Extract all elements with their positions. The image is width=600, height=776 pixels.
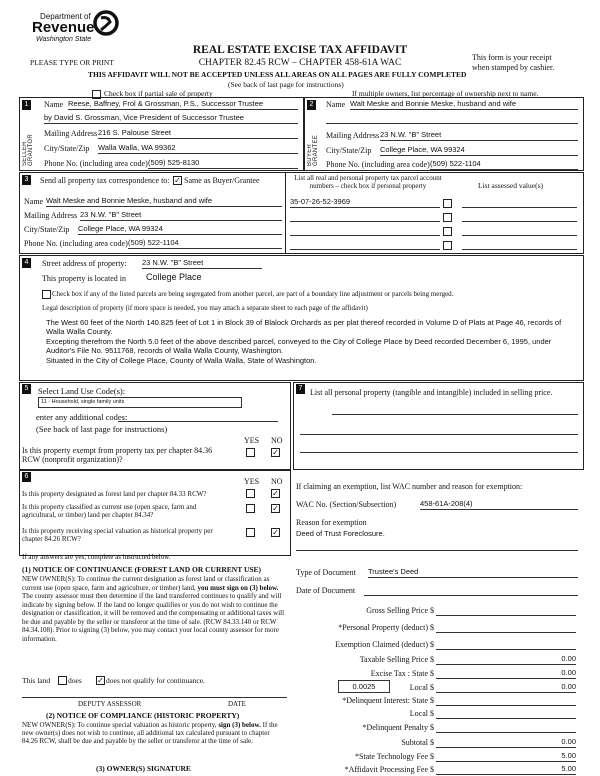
seller-name-field[interactable]: Reese, Baffney, Frol & Grossman, P.S., Successor Trustee: [68, 99, 298, 110]
notice-continuance-text-b: The county assessor must then determine if the land transferred continues to qualify and will indicate by signing below. If the land no longer qualifies or you do not wish to continue the designation or classification, it will be removed and the compensating or additional taxes will be due and payable by the seller or transferor at the time of sale. (RCW 84.33.140 or RCW 84.34.108). Prior to signing (3) below, you may contact your local county assessor for more information.: [22, 592, 285, 643]
processing-fee-field[interactable]: 5.00: [436, 764, 576, 775]
seller-city-field[interactable]: Walla Walla, WA 99362: [98, 143, 298, 154]
notice-continuance-text: [22, 575, 287, 643]
doc-date-field[interactable]: [364, 585, 578, 596]
dept-line2: Revenue: [32, 19, 95, 36]
doc-type-label: Type of Document: [296, 568, 356, 577]
street-field[interactable]: 23 N.W. "B" Street: [142, 258, 262, 269]
assessed-field-3[interactable]: [462, 235, 577, 236]
personal-property-line-3[interactable]: [300, 452, 578, 453]
reason-label: Reason for exemption: [296, 518, 367, 527]
delinquent-penalty-field[interactable]: [436, 722, 576, 733]
section-7-number: 7: [296, 384, 305, 394]
corr-city-label: City/State/Zip: [24, 225, 70, 234]
personal-deduct-label: *Personal Property (deduct) $: [338, 623, 434, 632]
delinquent-state-label: *Delinquent Interest: State $: [342, 696, 434, 705]
located-value[interactable]: College Place: [146, 272, 202, 282]
additional-codes-field[interactable]: [118, 421, 278, 422]
correspondence-divider: [285, 172, 286, 253]
section-3-number: 3: [22, 175, 31, 185]
parcel-4-checkbox[interactable]: [443, 241, 452, 250]
land-use-label: Select Land Use Code(s):: [38, 386, 126, 396]
same-as-buyer-label: Same as Buyer/Grantee: [184, 176, 260, 185]
segregated-note: Check box if any of the listed parcels are being segregated from another parcel, are part of a boundary line adjustment or parcels being merged.: [52, 290, 454, 298]
seller-address-field[interactable]: 216 S. Palouse Street: [98, 128, 298, 139]
legal-text-2: Excepting therefrom the North 5.0 feet of the above described parcel, conveyed to the City of College Place by Deed recorded December 6, 1995, under Auditor's File No. 9511768, records of Walla Walla County, Washington.: [46, 337, 552, 355]
seller-name-field-2[interactable]: by David S. Grossman, Vice President of Successor Trustee: [44, 113, 298, 124]
delinquent-penalty-label: *Delinquent Penalty $: [362, 723, 434, 732]
parcel-3-checkbox[interactable]: [443, 227, 452, 236]
seller-phone-field[interactable]: (509) 525-8130: [148, 158, 298, 169]
seller-address-label: Mailing Address: [44, 129, 98, 138]
forest-yes-checkbox[interactable]: [246, 489, 255, 498]
partial-sale-label: Check box if partial sale of property: [104, 89, 213, 98]
section-4-number: 4: [22, 258, 31, 268]
legal-label: Legal description of property (if more space is needed, you may attach a separate sheet to each page of the affidavit): [42, 304, 368, 312]
notice-compliance-text: [22, 721, 287, 745]
see-back-note: (See back of last page for instructions): [36, 424, 168, 434]
personal-deduct-field[interactable]: [436, 622, 576, 633]
corr-address-field[interactable]: 23 N.W. "B" Street: [80, 210, 282, 221]
same-as-buyer-checkbox[interactable]: ✓: [174, 176, 181, 185]
dor-logo: [32, 8, 122, 50]
seller-side-label: SELLER GRANTOR: [22, 134, 34, 166]
parcel-header: List all real and personal property tax parcel account numbers – check box if personal property: [294, 174, 442, 190]
section-5-number: 5: [22, 384, 31, 394]
warning-text: THIS AFFIDAVIT WILL NOT BE ACCEPTED UNLESS ALL AREAS ON ALL PAGES ARE FULLY COMPLETED: [88, 70, 467, 79]
dept-line3: Washington State: [36, 36, 92, 43]
exemption-label: If claiming an exemption, list WAC number and reason for exemption:: [296, 482, 523, 491]
buyer-name-line-2[interactable]: [326, 123, 578, 124]
current-use-question: Is this property classified as current use (open space, farm and agricultural, or timber) land per chapter 84.34?: [22, 503, 197, 519]
does-not-label: does not qualify for continuance.: [106, 676, 205, 685]
assessed-field-1[interactable]: [462, 207, 577, 208]
parcel-field-3[interactable]: [290, 235, 440, 236]
deputy-signature-line[interactable]: [22, 697, 287, 698]
exemption-deduct-field[interactable]: [436, 639, 576, 650]
forest-question: Is this property designated as forest land per chapter 84.33 RCW?: [22, 490, 207, 498]
deputy-label: DEPUTY ASSESSOR: [78, 700, 142, 708]
notice-compliance-text-b: If the new owner(s) does not wish to continue, all additional tax calculated pursuant to chapter 84.26 RCW, shall be due and payable by the seller or transferor at the time of sale.: [22, 721, 278, 745]
delinquent-state-field[interactable]: [436, 695, 576, 706]
section-6-number: 6: [22, 472, 31, 482]
if-yes-note: If any answers are yes, complete as instructed below.: [22, 553, 171, 561]
seller-city-label: City/State/Zip: [44, 144, 90, 153]
forest-no-checkbox[interactable]: ✓: [272, 489, 279, 498]
corr-name-label: Name: [24, 197, 44, 206]
instructions-note: (See back of last page for instructions): [228, 80, 344, 89]
parcel-2-checkbox[interactable]: [443, 213, 452, 222]
current-use-yes-checkbox[interactable]: [246, 504, 255, 513]
assessed-header: List assessed value(s): [478, 181, 543, 190]
s6-no-header: NO: [271, 477, 283, 486]
located-label: This property is located in: [42, 274, 126, 283]
buyer-phone-label: Phone No. (including area code): [326, 160, 430, 169]
correspondence-label: Send all property tax correspondence to:: [40, 176, 170, 185]
buyer-name-label: Name: [326, 100, 346, 109]
corr-name-field[interactable]: Walt Meske and Bonnie Meske, husband and wife: [46, 196, 282, 207]
receipt-line2: when stamped by cashier.: [472, 63, 555, 72]
delinquent-local-field[interactable]: [436, 708, 576, 719]
s5-yes-header: YES: [244, 436, 260, 445]
excise-local-field[interactable]: 0.00: [436, 682, 576, 693]
buyer-name-field[interactable]: Walt Meske and Bonnie Meske, husband and wife: [350, 99, 578, 110]
dept-line1: Department of: [40, 12, 91, 21]
local-rate-field[interactable]: 0.0025: [338, 680, 390, 693]
owner-signature-title: (3) OWNER(S) SIGNATURE: [96, 764, 191, 773]
parcel-field-4[interactable]: [290, 249, 440, 250]
notice-compliance-bold: sign (3) below.: [218, 721, 261, 729]
exempt-yes-checkbox[interactable]: [246, 448, 255, 457]
subtotal-label: Subtotal $: [401, 738, 434, 747]
street-label: Street address of property:: [42, 259, 127, 268]
doc-date-label: Date of Document: [296, 586, 356, 595]
buyer-phone-field[interactable]: (509) 522-1104: [430, 159, 578, 170]
notice-compliance-text-a: NEW OWNER(S): To continue special valuation as historic property,: [22, 721, 217, 729]
print-note: PLEASE TYPE OR PRINT: [30, 58, 114, 67]
does-qualify-checkbox[interactable]: [58, 676, 67, 685]
excise-local-label: Local $: [409, 683, 434, 692]
notice-continuance-text-a: NEW OWNER(S): To continue the current designation as forest land or classification as current use (open space, farm and agriculture, or timber) land,: [22, 575, 270, 592]
buyer-address-field[interactable]: 23 N.W. "B" Street: [380, 130, 578, 141]
does-not-qualify-checkbox[interactable]: ✓: [97, 676, 104, 685]
assessed-field-4[interactable]: [462, 249, 577, 250]
section-2-number: 2: [307, 100, 316, 110]
buyer-city-field[interactable]: College Place, WA 99324: [380, 145, 578, 156]
buyer-side-label: BUYER GRANTEE: [307, 134, 319, 166]
additional-codes-label: enter any additional codes:: [36, 412, 128, 422]
tech-fee-label: *State Technology Fee $: [354, 752, 434, 761]
processing-fee-label: *Affidavit Processing Fee $: [344, 765, 434, 774]
subtotal-field[interactable]: 0.00: [436, 737, 576, 748]
gross-price-label: Gross Selling Price $: [366, 606, 434, 615]
excise-state-label: Excise Tax : State $: [370, 669, 434, 678]
assessed-field-2[interactable]: [462, 221, 577, 222]
section-1-number: 1: [22, 100, 31, 110]
personal-property-line-1[interactable]: [332, 414, 578, 415]
does-label: does: [68, 676, 82, 685]
dor-swirl-icon: [92, 10, 120, 36]
legal-text-3: Situated in the City of College Place, County of Walla Walla, State of Washington.: [46, 356, 317, 365]
wac-field[interactable]: 458-61A-208(4): [420, 499, 578, 510]
doc-type-field[interactable]: Trustee's Deed: [368, 567, 578, 578]
s6-yes-header: YES: [244, 477, 260, 486]
personal-property-line-2[interactable]: [300, 434, 578, 435]
corr-address-label: Mailing Address: [24, 211, 78, 220]
corr-city-field[interactable]: College Place, WA 99324: [78, 224, 282, 235]
historic-no-checkbox[interactable]: ✓: [272, 528, 279, 537]
delinquent-local-label: Local $: [409, 709, 434, 718]
form-title: REAL ESTATE EXCISE TAX AFFIDAVIT: [192, 44, 408, 56]
parcel-field-2[interactable]: [290, 221, 440, 222]
notice-continuance-title: (1) NOTICE OF CONTINUANCE (FOREST LAND OR CURRENT USE): [22, 565, 262, 574]
form-chapter: CHAPTER 82.45 RCW – CHAPTER 458-61A WAC: [198, 58, 402, 68]
buyer-address-label: Mailing Address: [326, 131, 380, 140]
seller-phone-label: Phone No. (including area code): [44, 159, 148, 168]
exempt-no-checkbox[interactable]: ✓: [272, 448, 279, 457]
legal-text-1: The West 60 feet of the North 140.825 feet of Lot 1 in Block 39 of Blalock Orchards as per plat thereof recorded in Volume D of Plats at Page 46, records of Walla Walla County.: [46, 318, 562, 336]
exempt-question: Is this property exempt from property tax per chapter 84.36 RCW (nonprofit organization)?: [22, 446, 213, 464]
tech-fee-field[interactable]: 5.00: [436, 751, 576, 762]
parcel-field-1[interactable]: 35-07-26-52-3969: [290, 197, 440, 208]
reason-line[interactable]: [296, 550, 578, 551]
parcel-1-checkbox[interactable]: [443, 199, 452, 208]
notice-compliance-title: (2) NOTICE OF COMPLIANCE (HISTORIC PROPERTY): [46, 711, 240, 720]
s5-no-header: NO: [271, 436, 283, 445]
wac-label: WAC No. (Section/Subsection): [296, 500, 397, 509]
excise-state-field[interactable]: 0.00: [436, 668, 576, 679]
seller-name-label: Name: [44, 100, 64, 109]
date-label: DATE: [228, 700, 246, 708]
historic-yes-checkbox[interactable]: [246, 528, 255, 537]
this-land-label: This land: [22, 676, 51, 685]
land-use-select[interactable]: 11 - Household, single family units: [38, 397, 242, 408]
segregated-checkbox[interactable]: [42, 290, 51, 299]
receipt-line1: This form is your receipt: [472, 53, 552, 62]
buyer-city-label: City/State/Zip: [326, 146, 372, 155]
current-use-no-checkbox[interactable]: ✓: [272, 504, 279, 513]
personal-property-label: List all personal property (tangible and intangible) included in selling price.: [310, 388, 553, 397]
taxable-price-label: Taxable Selling Price $: [359, 655, 434, 664]
exemption-deduct-label: Exemption Claimed (deduct) $: [335, 640, 434, 649]
gross-price-field[interactable]: [436, 605, 576, 616]
notice-continuance-bold: you must sign on (3) below.: [197, 583, 279, 592]
corr-phone-field[interactable]: (509) 522-1104: [128, 238, 282, 249]
multiple-owners-note: If multiple owners, list percentage of ownership next to name.: [352, 89, 539, 98]
reason-value[interactable]: Deed of Trust Foreclosure.: [296, 529, 385, 538]
corr-phone-label: Phone No. (including area code): [24, 239, 128, 248]
historic-question: Is this property receiving special valuation as historical property per chapter 84.26 RCW?: [22, 527, 213, 543]
taxable-price-field[interactable]: 0.00: [436, 654, 576, 665]
